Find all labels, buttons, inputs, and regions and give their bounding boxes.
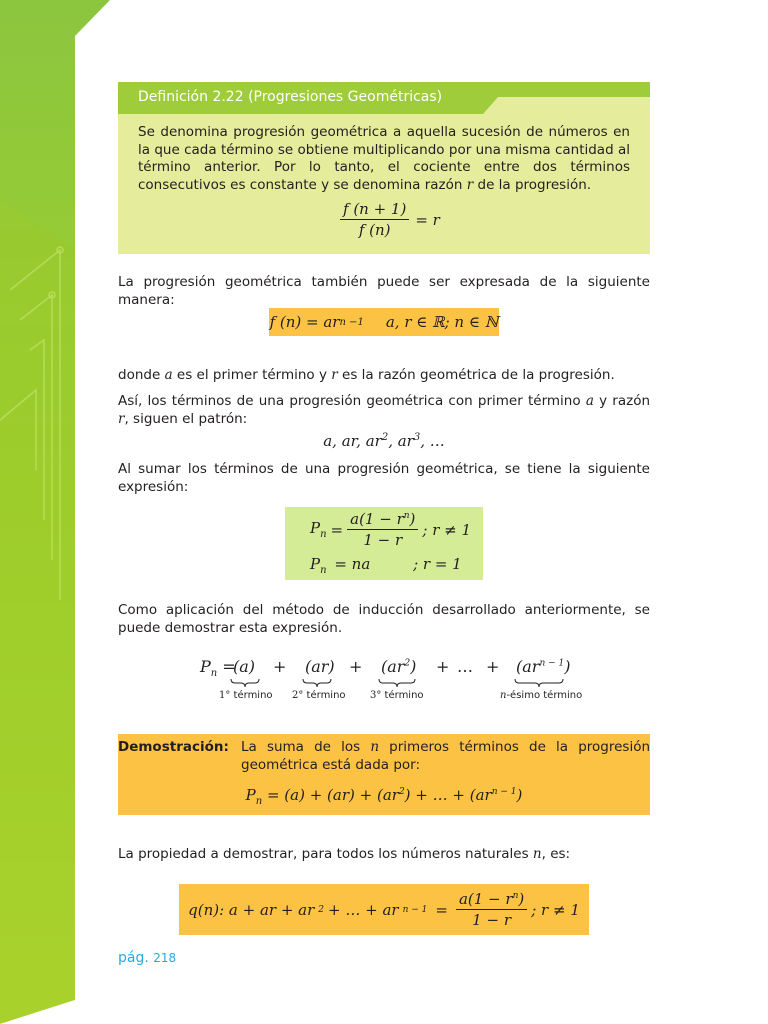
terms-lhs: $P_n$ = [200,657,236,680]
term-label-2: 2° término [292,690,346,701]
pattern-formula: a, ar, $ar^2$, $ar^3$, … [323,432,445,450]
demonstration-label: Demostración: [118,739,229,755]
paragraph-pattern-intro: Así, los términos de una progresión geométrica con primer término a y razón r, siguen el patrón: [118,393,651,427]
term-n: $(ar^{n - 1})$ [516,657,571,676]
ratio-formula: $\frac{f (n + 1)}{f (n)}$ = r [340,200,440,239]
paragraph-sum-intro: Al sumar los términos de una progresión geométrica, se tiene la siguiente expresión: [118,461,650,495]
term-3: $(ar^2)$ [381,657,417,676]
paragraph-induction: Como aplicación del método de inducción desarrollado anteriormente, se puede demostrar esta expresión. [118,602,650,636]
property-formula-box: q(n): a + ar + ar 2 + … + ar n − 1 = $\frac{a(1 - r^n)}{1 - r}$ ; r ≠ 1 [179,884,589,935]
property-fraction: $\frac{a(1 - r^n)}{1 - r}$ [456,890,527,929]
term-label-1: 1° término [219,690,273,701]
definition-title: Definición 2.22 (Progresiones Geométricas) [138,89,443,105]
definition-box [118,82,650,254]
sum-fraction: $\frac{a(1 - r^n)}{1 - r}$ [347,510,418,549]
demonstration-formula: $P_n = (a) + (ar) + (ar^2)$ + … + $(ar^{n - 1})$ [245,786,523,807]
page-number: pág. 218 [118,950,177,966]
sum-formula-line1: $P_n$ = $\frac{a(1 - r^n)}{1 - r}$ ; r ≠ 1 [310,510,472,549]
terms-diagram: $P_n$ = (a) + (ar) + $(ar^2)$ + … + $(ar^{n - 1})$ 1° término 2° término 3° término n-ésimo término [195,655,595,705]
sum-formula-line2: $P_n$ = na ; r = 1 [310,555,462,576]
general-term-formula: f (n) = ar n −1 a, r ∈ ℝ; n ∈ ℕ [269,308,499,336]
definition-text: Se denomina progresión geométrica a aquella sucesión de números en la que cada término se obtiene multiplicando por una misma cantidad al término anterior. Por lo tanto, el cociente entre dos términos consecutivos es constante y se denomina razón r de la progresión. [138,124,630,193]
demonstration-box [118,734,650,815]
paragraph-expression-intro: La progresión geométrica también puede ser expresada de la siguiente manera: [118,274,650,308]
term-label-n: n-ésimo término [500,690,583,701]
paragraph-where: donde a es el primer término y r es la razón geométrica de la progresión. [118,367,615,383]
term-label-3: 3° término [370,690,424,701]
paragraph-property: La propiedad a demostrar, para todos los números naturales n, es: [118,846,571,862]
sum-formula-box [285,507,483,580]
left-band-shadow [0,200,75,1024]
demonstration-text: La suma de los n primeros términos de la progresión geométrica está dada por: [241,739,651,773]
ratio-fraction: $\frac{f (n + 1)}{f (n)}$ [340,200,409,239]
